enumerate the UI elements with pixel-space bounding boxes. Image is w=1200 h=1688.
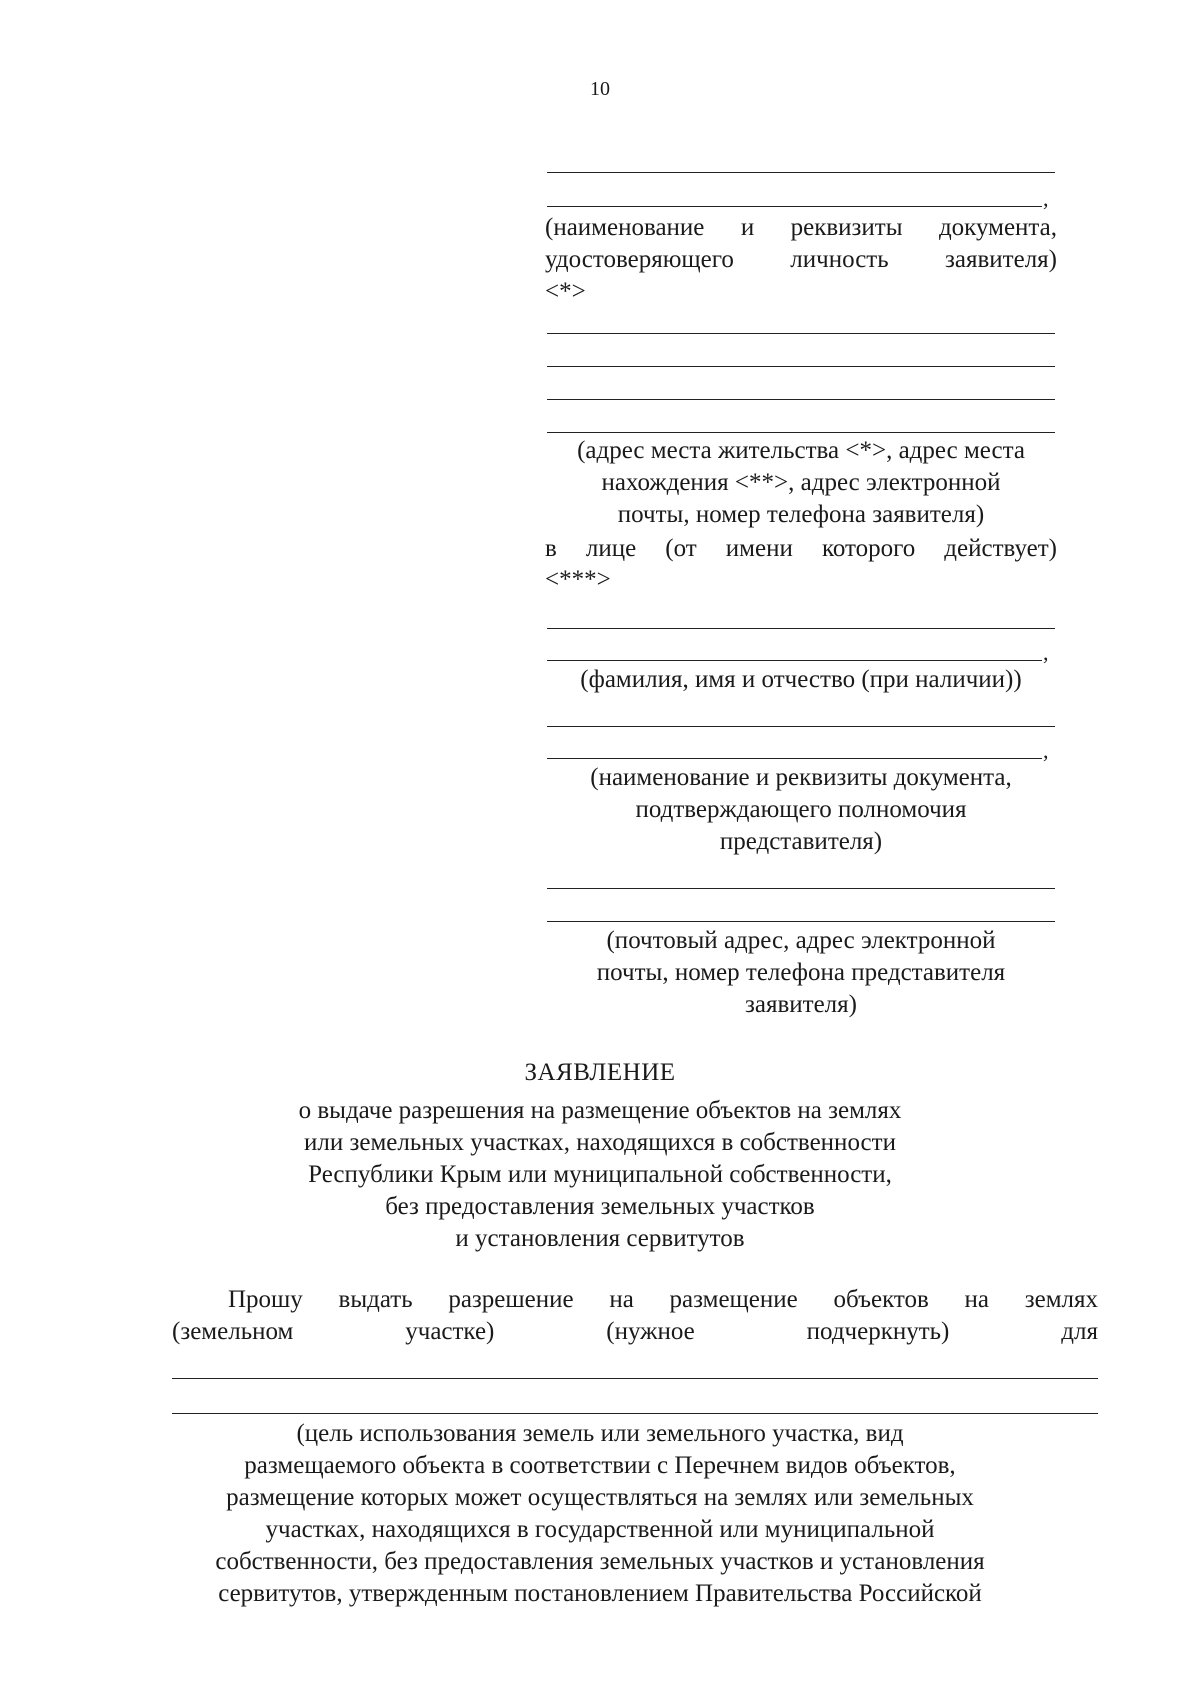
- fio-caption: (фамилия, имя и отчество (при наличии)): [580, 666, 1022, 693]
- footnote-marker: <*>: [545, 278, 586, 305]
- rep-doc-caption-line-1: (наименование и реквизиты документа,: [590, 764, 1012, 791]
- subtitle-line: или земельных участках, находящихся в собственности: [304, 1129, 896, 1156]
- comma: ,: [1043, 738, 1049, 763]
- blank-line: [172, 1378, 1098, 1379]
- doc-identity-caption-line-2: удостоверяющего личность заявителя): [545, 246, 1057, 273]
- purpose-note-line: размещаемого объекта в соответствии с Перечнем видов объектов,: [244, 1452, 956, 1479]
- subtitle-line: и установления сервитутов: [455, 1225, 745, 1252]
- purpose-note: [0, 1418, 1200, 1610]
- purpose-note-line: участках, находящихся в государственной или муниципальной: [265, 1516, 935, 1543]
- blank-line: [547, 888, 1055, 889]
- rep-address-caption-line-2: почты, номер телефона представителя: [596, 959, 1006, 986]
- address-caption-line-3: почты, номер телефона заявителя): [617, 501, 985, 528]
- blank-line: [547, 921, 1055, 922]
- footnote-marker: <***>: [545, 566, 611, 593]
- subtitle-line: о выдаче разрешения на размещение объектов на землях: [298, 1097, 902, 1124]
- blank-line: [547, 660, 1042, 661]
- page-number: 10: [590, 78, 610, 100]
- doc-identity-caption-line-1: (наименование и реквизиты документа,: [545, 214, 1057, 241]
- purpose-note-line: размещение которых может осуществляться на землях или земельных: [226, 1484, 974, 1511]
- blank-line: [547, 206, 1042, 207]
- application-subtitle: [0, 1095, 1200, 1255]
- purpose-note-line: сервитутов, утвержденным постановлением Правительства Российской: [218, 1580, 982, 1607]
- blank-line: [547, 628, 1055, 629]
- blank-line: [172, 1413, 1098, 1414]
- blank-line: [547, 399, 1055, 400]
- request-line-1: Прошу выдать разрешение на размещение объектов на землях: [228, 1286, 1098, 1313]
- rep-address-caption-line-3: заявителя): [745, 991, 857, 1018]
- blank-line: [547, 366, 1055, 367]
- blank-line: [547, 726, 1055, 727]
- address-caption-line-2: нахождения <**>, адрес электронной: [601, 469, 1001, 496]
- blank-line: [547, 432, 1055, 433]
- blank-line: [547, 172, 1055, 173]
- blank-line: [547, 758, 1042, 759]
- rep-doc-caption-line-3: представителя): [719, 828, 883, 855]
- comma: ,: [1043, 640, 1049, 665]
- application-title: ЗАЯВЛЕНИЕ: [524, 1059, 676, 1086]
- subtitle-line: Республики Крым или муниципальной собственности,: [308, 1161, 892, 1188]
- blank-line: [547, 333, 1055, 334]
- in-person-line: в лице (от имени которого действует): [545, 535, 1057, 562]
- rep-doc-caption-line-2: подтверждающего полномочия: [635, 796, 967, 823]
- request-line-2: (земельном участке) (нужное подчеркнуть) для: [172, 1318, 1098, 1345]
- purpose-note-line: (цель использования земель или земельного участка, вид: [296, 1420, 904, 1447]
- subtitle-line: без предоставления земельных участков: [385, 1193, 815, 1220]
- purpose-note-line: собственности, без предоставления земельных участков и установления: [215, 1548, 985, 1575]
- rep-address-caption-line-1: (почтовый адрес, адрес электронной: [606, 927, 996, 954]
- address-caption-line-1: (адрес места жительства <*>, адрес места: [577, 437, 1025, 464]
- comma: ,: [1043, 186, 1049, 211]
